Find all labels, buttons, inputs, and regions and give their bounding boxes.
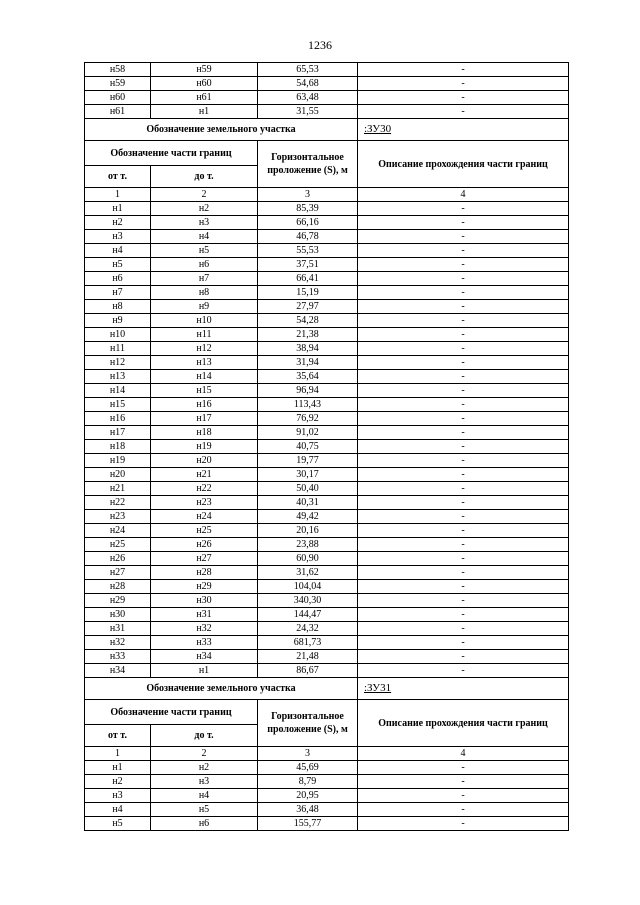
length-cell: 55,53 xyxy=(258,244,358,258)
from-point-cell: н27 xyxy=(85,566,151,580)
description-cell: - xyxy=(358,636,569,650)
to-point-cell: н34 xyxy=(151,650,258,664)
length-cell: 113,43 xyxy=(258,398,358,412)
from-point-cell: н61 xyxy=(85,105,151,119)
table-row xyxy=(85,63,569,77)
column-number: 2 xyxy=(151,747,258,761)
table-row xyxy=(85,636,569,650)
description-cell: - xyxy=(358,775,569,789)
from-point-cell: н4 xyxy=(85,803,151,817)
description-cell: - xyxy=(358,258,569,272)
length-cell: 31,62 xyxy=(258,566,358,580)
length-cell: 27,97 xyxy=(258,300,358,314)
table-row xyxy=(85,370,569,384)
length-cell: 65,53 xyxy=(258,63,358,77)
length-cell: 144,47 xyxy=(258,608,358,622)
column-numbers-row xyxy=(85,188,569,202)
from-point-cell: н4 xyxy=(85,244,151,258)
table-row xyxy=(85,664,569,678)
from-point-cell: н14 xyxy=(85,384,151,398)
description-cell: - xyxy=(358,426,569,440)
table-row xyxy=(85,789,569,803)
length-cell: 35,64 xyxy=(258,370,358,384)
header-row xyxy=(85,141,569,166)
table-row xyxy=(85,650,569,664)
from-point-cell: н17 xyxy=(85,426,151,440)
length-cell: 49,42 xyxy=(258,510,358,524)
table-row xyxy=(85,91,569,105)
description-cell: - xyxy=(358,761,569,775)
from-point-cell: н5 xyxy=(85,258,151,272)
column-number: 2 xyxy=(151,188,258,202)
table-row xyxy=(85,817,569,831)
length-cell: 31,94 xyxy=(258,356,358,370)
from-point-cell: н15 xyxy=(85,398,151,412)
from-point-cell: н10 xyxy=(85,328,151,342)
length-cell: 38,94 xyxy=(258,342,358,356)
table-row xyxy=(85,622,569,636)
column-number: 4 xyxy=(358,747,569,761)
table-row xyxy=(85,412,569,426)
header-row xyxy=(85,700,569,725)
description-cell: - xyxy=(358,356,569,370)
length-cell: 66,16 xyxy=(258,216,358,230)
table-row xyxy=(85,538,569,552)
description-cell: - xyxy=(358,608,569,622)
from-point-cell: н60 xyxy=(85,91,151,105)
parts-header: Обозначение части границ xyxy=(85,700,258,725)
to-point-cell: н26 xyxy=(151,538,258,552)
parts-header: Обозначение части границ xyxy=(85,141,258,166)
from-point-cell: н58 xyxy=(85,63,151,77)
to-point-cell: н17 xyxy=(151,412,258,426)
length-cell: 40,75 xyxy=(258,440,358,454)
to-point-cell: н2 xyxy=(151,761,258,775)
table-row xyxy=(85,426,569,440)
length-cell: 91,02 xyxy=(258,426,358,440)
description-cell: - xyxy=(358,286,569,300)
from-point-cell: н30 xyxy=(85,608,151,622)
length-cell: 20,16 xyxy=(258,524,358,538)
description-cell: - xyxy=(358,342,569,356)
boundary-table xyxy=(84,62,569,831)
from-point-cell: н3 xyxy=(85,789,151,803)
to-point-cell: н7 xyxy=(151,272,258,286)
table-row xyxy=(85,300,569,314)
length-cell: 50,40 xyxy=(258,482,358,496)
description-cell: - xyxy=(358,664,569,678)
description-header: Описание прохождения части границ xyxy=(358,141,569,188)
to-point-cell: н9 xyxy=(151,300,258,314)
column-number: 3 xyxy=(258,188,358,202)
to-point-cell: н30 xyxy=(151,594,258,608)
column-numbers-row xyxy=(85,747,569,761)
to-point-cell: н11 xyxy=(151,328,258,342)
description-cell: - xyxy=(358,789,569,803)
description-cell: - xyxy=(358,328,569,342)
from-header: от т. xyxy=(85,725,151,747)
description-cell: - xyxy=(358,580,569,594)
table-row xyxy=(85,761,569,775)
column-number: 1 xyxy=(85,188,151,202)
length-cell: 21,48 xyxy=(258,650,358,664)
table-row xyxy=(85,552,569,566)
length-cell: 54,28 xyxy=(258,314,358,328)
to-point-cell: н33 xyxy=(151,636,258,650)
to-point-cell: н19 xyxy=(151,440,258,454)
table-row xyxy=(85,803,569,817)
length-cell: 60,90 xyxy=(258,552,358,566)
to-point-cell: н32 xyxy=(151,622,258,636)
to-point-cell: н4 xyxy=(151,230,258,244)
table-row xyxy=(85,314,569,328)
to-point-cell: н12 xyxy=(151,342,258,356)
to-point-cell: н13 xyxy=(151,356,258,370)
to-point-cell: н2 xyxy=(151,202,258,216)
table-row xyxy=(85,258,569,272)
length-cell: 24,32 xyxy=(258,622,358,636)
to-point-cell: н20 xyxy=(151,454,258,468)
length-cell: 46,78 xyxy=(258,230,358,244)
from-point-cell: н33 xyxy=(85,650,151,664)
to-point-cell: н22 xyxy=(151,482,258,496)
description-cell: - xyxy=(358,370,569,384)
description-cell: - xyxy=(358,454,569,468)
to-point-cell: н60 xyxy=(151,77,258,91)
from-point-cell: н3 xyxy=(85,230,151,244)
to-point-cell: н59 xyxy=(151,63,258,77)
from-point-cell: н28 xyxy=(85,580,151,594)
from-point-cell: н2 xyxy=(85,216,151,230)
to-header: до т. xyxy=(151,725,258,747)
table-row xyxy=(85,398,569,412)
description-cell: - xyxy=(358,63,569,77)
column-number: 3 xyxy=(258,747,358,761)
description-cell: - xyxy=(358,510,569,524)
from-point-cell: н29 xyxy=(85,594,151,608)
from-point-cell: н6 xyxy=(85,272,151,286)
length-cell: 66,41 xyxy=(258,272,358,286)
to-point-cell: н6 xyxy=(151,817,258,831)
from-point-cell: н9 xyxy=(85,314,151,328)
description-cell: - xyxy=(358,91,569,105)
table-row xyxy=(85,496,569,510)
from-point-cell: н20 xyxy=(85,468,151,482)
to-point-cell: н10 xyxy=(151,314,258,328)
table-row xyxy=(85,356,569,370)
length-cell: 681,73 xyxy=(258,636,358,650)
to-point-cell: н29 xyxy=(151,580,258,594)
description-cell: - xyxy=(358,552,569,566)
from-point-cell: н13 xyxy=(85,370,151,384)
from-point-cell: н16 xyxy=(85,412,151,426)
description-cell: - xyxy=(358,622,569,636)
section-title-row xyxy=(85,119,569,141)
table-row xyxy=(85,594,569,608)
description-cell: - xyxy=(358,803,569,817)
length-cell: 340,30 xyxy=(258,594,358,608)
from-point-cell: н59 xyxy=(85,77,151,91)
description-cell: - xyxy=(358,230,569,244)
to-point-cell: н28 xyxy=(151,566,258,580)
length-cell: 45,69 xyxy=(258,761,358,775)
from-point-cell: н8 xyxy=(85,300,151,314)
length-header: Горизонтальное проложение (S), м xyxy=(258,141,358,188)
description-cell: - xyxy=(358,244,569,258)
length-cell: 54,68 xyxy=(258,77,358,91)
to-point-cell: н5 xyxy=(151,244,258,258)
to-point-cell: н1 xyxy=(151,105,258,119)
from-header: от т. xyxy=(85,166,151,188)
to-point-cell: н16 xyxy=(151,398,258,412)
from-point-cell: н11 xyxy=(85,342,151,356)
from-point-cell: н2 xyxy=(85,775,151,789)
length-cell: 8,79 xyxy=(258,775,358,789)
length-cell: 21,38 xyxy=(258,328,358,342)
description-cell: - xyxy=(358,77,569,91)
description-cell: - xyxy=(358,412,569,426)
length-cell: 20,95 xyxy=(258,789,358,803)
from-point-cell: н1 xyxy=(85,761,151,775)
length-cell: 96,94 xyxy=(258,384,358,398)
description-cell: - xyxy=(358,314,569,328)
table-row xyxy=(85,202,569,216)
table-row xyxy=(85,384,569,398)
table-row xyxy=(85,244,569,258)
table-row xyxy=(85,566,569,580)
column-number: 1 xyxy=(85,747,151,761)
description-cell: - xyxy=(358,105,569,119)
section-title: Обозначение земельного участка xyxy=(85,678,358,700)
to-point-cell: н25 xyxy=(151,524,258,538)
from-point-cell: н1 xyxy=(85,202,151,216)
parcel-code: :ЗУ30 xyxy=(358,119,569,141)
table-row xyxy=(85,286,569,300)
from-point-cell: н32 xyxy=(85,636,151,650)
to-point-cell: н1 xyxy=(151,664,258,678)
from-point-cell: н19 xyxy=(85,454,151,468)
table-row xyxy=(85,482,569,496)
from-point-cell: н21 xyxy=(85,482,151,496)
description-cell: - xyxy=(358,650,569,664)
table-row xyxy=(85,580,569,594)
table-row xyxy=(85,524,569,538)
description-cell: - xyxy=(358,300,569,314)
to-point-cell: н18 xyxy=(151,426,258,440)
from-point-cell: н22 xyxy=(85,496,151,510)
table-row xyxy=(85,510,569,524)
description-cell: - xyxy=(358,216,569,230)
length-cell: 36,48 xyxy=(258,803,358,817)
length-cell: 23,88 xyxy=(258,538,358,552)
to-point-cell: н31 xyxy=(151,608,258,622)
section-title: Обозначение земельного участка xyxy=(85,119,358,141)
from-point-cell: н24 xyxy=(85,524,151,538)
length-cell: 37,51 xyxy=(258,258,358,272)
description-cell: - xyxy=(358,398,569,412)
to-point-cell: н27 xyxy=(151,552,258,566)
to-point-cell: н6 xyxy=(151,258,258,272)
to-point-cell: н15 xyxy=(151,384,258,398)
description-cell: - xyxy=(358,468,569,482)
table-row xyxy=(85,216,569,230)
description-cell: - xyxy=(358,817,569,831)
table-row xyxy=(85,454,569,468)
description-cell: - xyxy=(358,594,569,608)
length-cell: 40,31 xyxy=(258,496,358,510)
description-cell: - xyxy=(358,202,569,216)
to-header: до т. xyxy=(151,166,258,188)
length-cell: 19,77 xyxy=(258,454,358,468)
table-row xyxy=(85,440,569,454)
table-row xyxy=(85,608,569,622)
table-row xyxy=(85,468,569,482)
to-point-cell: н3 xyxy=(151,775,258,789)
to-point-cell: н3 xyxy=(151,216,258,230)
parcel-code: :ЗУ31 xyxy=(358,678,569,700)
description-cell: - xyxy=(358,384,569,398)
from-point-cell: н26 xyxy=(85,552,151,566)
to-point-cell: н23 xyxy=(151,496,258,510)
to-point-cell: н8 xyxy=(151,286,258,300)
from-point-cell: н25 xyxy=(85,538,151,552)
table-row xyxy=(85,272,569,286)
description-header: Описание прохождения части границ xyxy=(358,700,569,747)
length-header: Горизонтальное проложение (S), м xyxy=(258,700,358,747)
length-cell: 155,77 xyxy=(258,817,358,831)
description-cell: - xyxy=(358,538,569,552)
description-cell: - xyxy=(358,272,569,286)
to-point-cell: н14 xyxy=(151,370,258,384)
from-point-cell: н23 xyxy=(85,510,151,524)
to-point-cell: н4 xyxy=(151,789,258,803)
section-title-row xyxy=(85,678,569,700)
length-cell: 15,19 xyxy=(258,286,358,300)
table-row xyxy=(85,342,569,356)
from-point-cell: н31 xyxy=(85,622,151,636)
length-cell: 104,04 xyxy=(258,580,358,594)
description-cell: - xyxy=(358,524,569,538)
length-cell: 76,92 xyxy=(258,412,358,426)
length-cell: 85,39 xyxy=(258,202,358,216)
description-cell: - xyxy=(358,482,569,496)
table-row xyxy=(85,230,569,244)
length-cell: 63,48 xyxy=(258,91,358,105)
length-cell: 86,67 xyxy=(258,664,358,678)
description-cell: - xyxy=(358,496,569,510)
from-point-cell: н5 xyxy=(85,817,151,831)
from-point-cell: н12 xyxy=(85,356,151,370)
to-point-cell: н24 xyxy=(151,510,258,524)
description-cell: - xyxy=(358,440,569,454)
table-row xyxy=(85,328,569,342)
table-row xyxy=(85,775,569,789)
length-cell: 30,17 xyxy=(258,468,358,482)
table-row xyxy=(85,77,569,91)
from-point-cell: н18 xyxy=(85,440,151,454)
column-number: 4 xyxy=(358,188,569,202)
to-point-cell: н61 xyxy=(151,91,258,105)
description-cell: - xyxy=(358,566,569,580)
boundary-table-body xyxy=(85,63,569,831)
to-point-cell: н5 xyxy=(151,803,258,817)
table-row xyxy=(85,105,569,119)
length-cell: 31,55 xyxy=(258,105,358,119)
from-point-cell: н7 xyxy=(85,286,151,300)
from-point-cell: н34 xyxy=(85,664,151,678)
page-number: 1236 xyxy=(308,38,332,52)
to-point-cell: н21 xyxy=(151,468,258,482)
